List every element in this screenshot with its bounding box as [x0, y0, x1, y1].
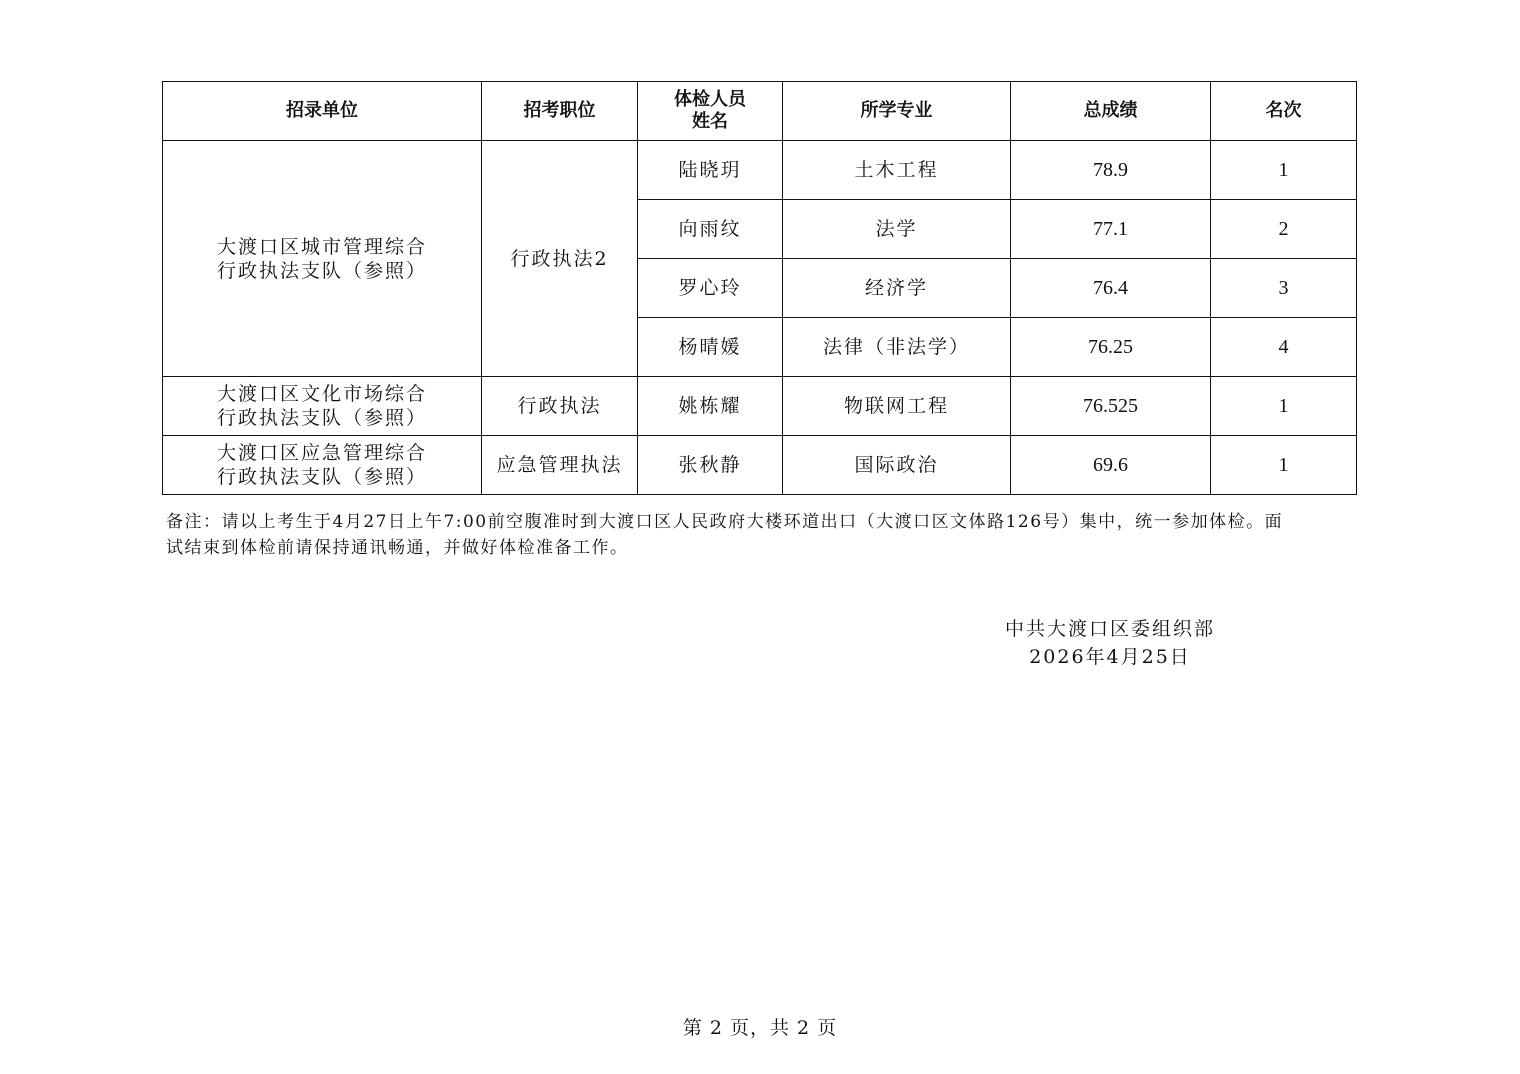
unit-cell	[163, 436, 482, 495]
page-footer: 第 2 页，共 2 页	[682, 1017, 838, 1039]
header-name-line2: 姓名	[692, 111, 728, 132]
header-name-line1: 体检人员	[674, 89, 746, 110]
table-row	[163, 141, 1357, 200]
rank-cell: 1	[1211, 436, 1357, 495]
major-cell: 国际政治	[783, 436, 1011, 495]
major-cell: 法律（非法学）	[783, 318, 1011, 377]
table-row	[163, 436, 1357, 495]
major-cell: 物联网工程	[783, 377, 1011, 436]
score-cell: 69.6	[1011, 436, 1211, 495]
header-score: 总成绩	[1011, 82, 1211, 141]
header-major: 所学专业	[783, 82, 1011, 141]
results-table	[162, 81, 1357, 495]
header-name	[638, 82, 783, 141]
major-cell: 经济学	[783, 259, 1011, 318]
name-cell: 罗心玲	[638, 259, 783, 318]
rank-cell: 3	[1211, 259, 1357, 318]
name-cell: 张秋静	[638, 436, 783, 495]
signature-org: 中共大渡口区委组织部	[1004, 618, 1215, 640]
position-cell: 应急管理执法	[482, 436, 638, 495]
signature-date: 2026年4月25日	[1029, 646, 1191, 668]
score-cell: 76.4	[1011, 259, 1211, 318]
note-line2: 试结束到体检前请保持通讯畅通，并做好体检准备工作。	[166, 538, 629, 558]
rank-cell: 4	[1211, 318, 1357, 377]
rank-cell: 1	[1211, 377, 1357, 436]
unit-cell	[163, 377, 482, 436]
header-unit: 招录单位	[163, 82, 482, 141]
unit-line1: 大渡口区城市管理综合	[216, 235, 427, 258]
remarks-note	[166, 509, 1346, 561]
score-cell: 78.9	[1011, 141, 1211, 200]
header-rank: 名次	[1211, 82, 1357, 141]
rank-cell: 2	[1211, 200, 1357, 259]
position-cell: 行政执法2	[482, 141, 638, 377]
signature-block	[990, 615, 1230, 671]
name-cell: 姚栋耀	[638, 377, 783, 436]
unit-cell	[163, 141, 482, 377]
name-cell: 向雨纹	[638, 200, 783, 259]
header-position: 招考职位	[482, 82, 638, 141]
score-cell: 76.25	[1011, 318, 1211, 377]
table-row	[163, 377, 1357, 436]
unit-line2: 行政执法支队（参照）	[216, 407, 427, 429]
major-cell: 土木工程	[783, 141, 1011, 200]
unit-text	[217, 441, 427, 489]
unit-line1: 大渡口区应急管理综合	[216, 442, 427, 464]
name-cell: 陆晓玥	[638, 141, 783, 200]
unit-text	[217, 382, 427, 430]
unit-line2: 行政执法支队（参照）	[216, 466, 427, 488]
unit-line2: 行政执法支队（参照）	[216, 259, 427, 282]
score-cell: 77.1	[1011, 200, 1211, 259]
table-header-row	[163, 82, 1357, 141]
major-cell: 法学	[783, 200, 1011, 259]
unit-text	[217, 235, 427, 283]
note-line1: 备注：请以上考生于4月27日上午7:00前空腹准时到大渡口区人民政府大楼环道出口（大渡口区文体路126号）集中，统一参加体检。面	[166, 512, 1284, 532]
unit-line1: 大渡口区文化市场综合	[216, 383, 427, 405]
name-cell: 杨晴媛	[638, 318, 783, 377]
position-cell: 行政执法	[482, 377, 638, 436]
score-cell: 76.525	[1011, 377, 1211, 436]
rank-cell: 1	[1211, 141, 1357, 200]
